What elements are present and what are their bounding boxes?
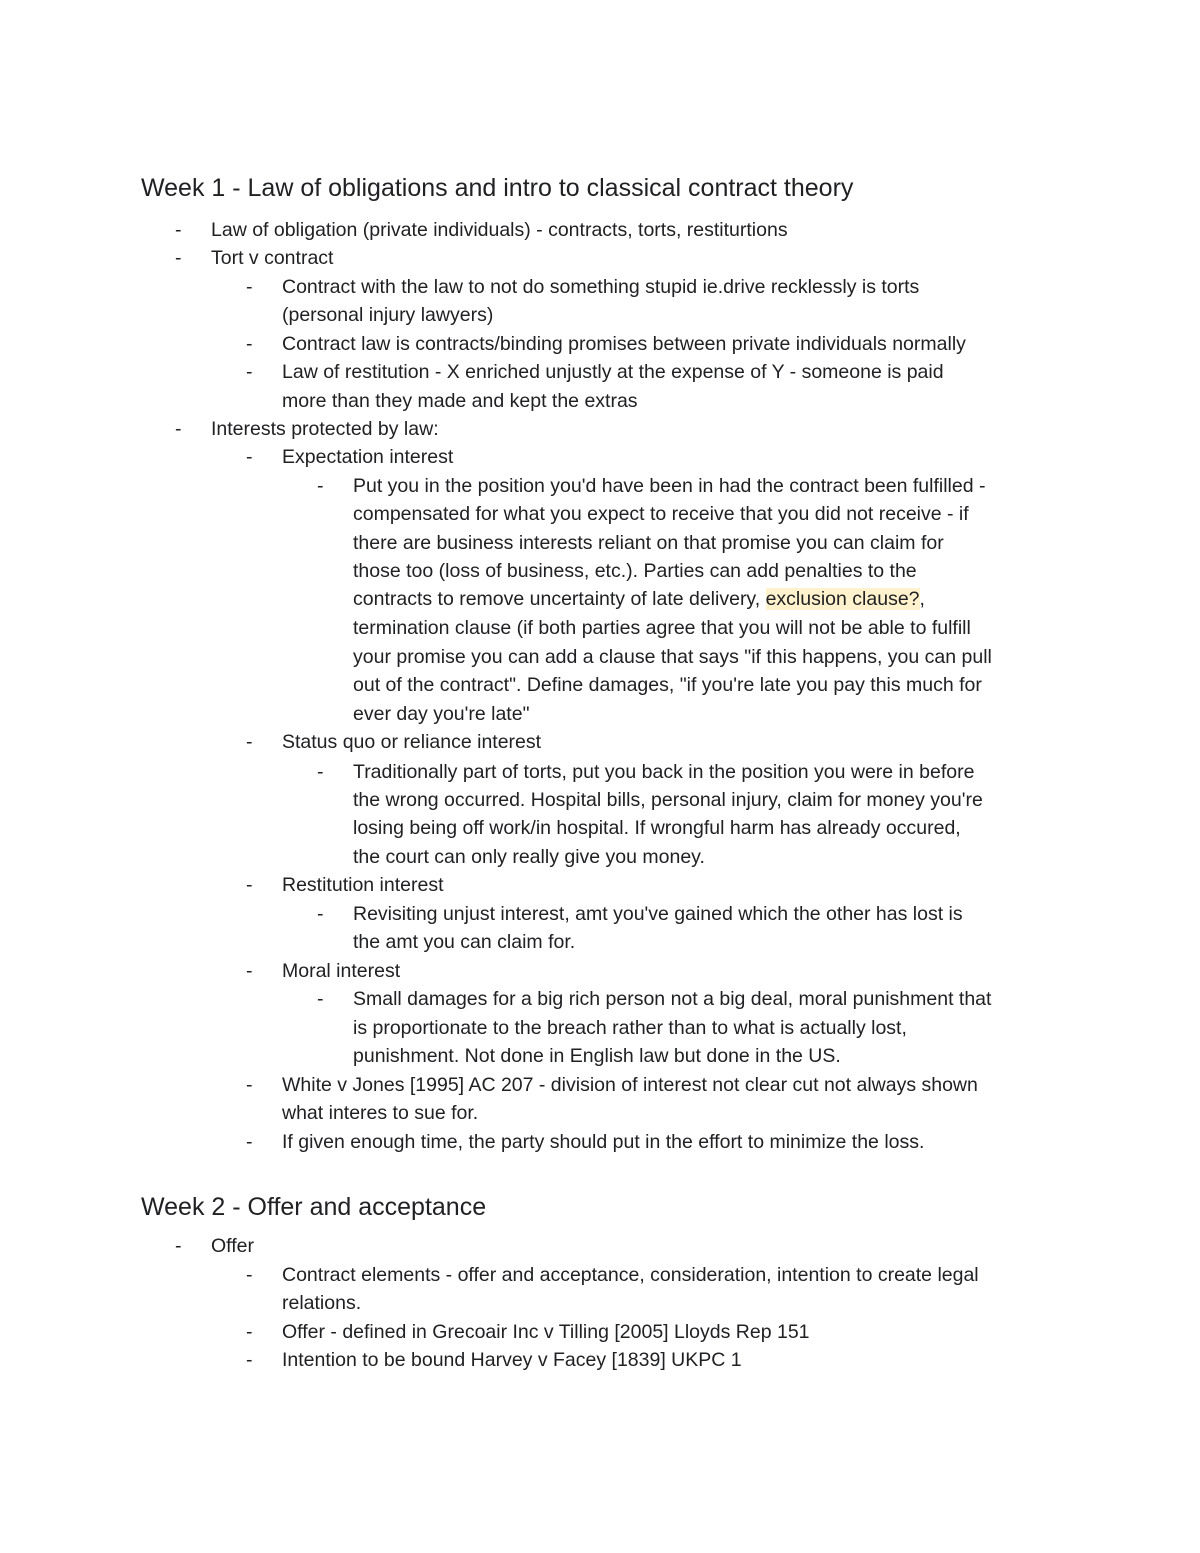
- week2-heading: Week 2 - Offer and acceptance: [141, 1193, 487, 1221]
- bullet-dash: -: [246, 333, 253, 355]
- list-item-continuation: ever day you're late": [353, 703, 530, 725]
- list-item: Tort v contract: [211, 247, 334, 269]
- list-item-continuation: the court can only really give you money.: [353, 846, 705, 868]
- text-segment: contracts to remove uncertainty of late delivery,: [353, 588, 766, 610]
- bullet-dash: -: [246, 1349, 253, 1371]
- bullet-dash: -: [246, 1264, 253, 1286]
- bullet-dash: -: [246, 874, 253, 896]
- list-item: Interests protected by law:: [211, 418, 439, 440]
- list-item: Law of obligation (private individuals) - contracts, torts, restiturtions: [211, 219, 788, 241]
- bullet-dash: -: [317, 761, 324, 783]
- list-item-continuation: what interes to sue for.: [282, 1102, 479, 1124]
- list-item: Offer - defined in Grecoair Inc v Tilling [2005] Lloyds Rep 151: [282, 1321, 810, 1343]
- list-item: Offer: [211, 1235, 254, 1257]
- list-item: Restitution interest: [282, 874, 444, 896]
- list-item: If given enough time, the party should put in the effort to minimize the loss.: [282, 1131, 925, 1153]
- bullet-dash: -: [246, 361, 253, 383]
- highlighted-text: exclusion clause?: [765, 588, 920, 610]
- bullet-dash: -: [246, 446, 253, 468]
- list-item: Small damages for a big rich person not a big deal, moral punishment that: [353, 988, 992, 1010]
- list-item: Moral interest: [282, 960, 401, 982]
- bullet-dash: -: [246, 960, 253, 982]
- bullet-dash: -: [246, 1321, 253, 1343]
- list-item-continuation: termination clause (if both parties agree that you will not be able to fulfill: [353, 617, 971, 639]
- bullet-dash: -: [317, 903, 324, 925]
- list-item-continuation: losing being off work/in hospital. If wrongful harm has already occured,: [353, 817, 961, 839]
- list-item: Contract elements - offer and acceptance, consideration, intention to create legal: [282, 1264, 979, 1286]
- list-item-continuation: those too (loss of business, etc.). Parties can add penalties to the: [353, 560, 917, 582]
- list-item-continuation: relations.: [282, 1292, 362, 1314]
- list-item-continuation: [353, 585, 925, 613]
- list-item: Traditionally part of torts, put you back in the position you were in before: [353, 761, 975, 783]
- list-item: Contract with the law to not do something stupid ie.drive recklessly is torts: [282, 276, 920, 298]
- list-item: Contract law is contracts/binding promises between private individuals normally: [282, 333, 966, 355]
- list-item-continuation: there are business interests reliant on that promise you can claim for: [353, 532, 944, 554]
- bullet-dash: -: [246, 276, 253, 298]
- bullet-dash: -: [175, 1235, 182, 1257]
- list-item-continuation: punishment. Not done in English law but done in the US.: [353, 1045, 841, 1067]
- list-item: Expectation interest: [282, 446, 454, 468]
- bullet-dash: -: [317, 475, 324, 497]
- week1-heading: Week 1 - Law of obligations and intro to classical contract theory: [141, 174, 854, 202]
- list-item-continuation: your promise you can add a clause that says "if this happens, you can pull: [353, 646, 992, 668]
- list-item-continuation: more than they made and kept the extras: [282, 390, 638, 412]
- list-item-continuation: is proportionate to the breach rather than to what is actually lost,: [353, 1017, 907, 1039]
- list-item-continuation: the amt you can claim for.: [353, 931, 576, 953]
- list-item: Law of restitution - X enriched unjustly at the expense of Y - someone is paid: [282, 361, 944, 383]
- list-item: Revisiting unjust interest, amt you've gained which the other has lost is: [353, 903, 963, 925]
- list-item: Put you in the position you'd have been in had the contract been fulfilled -: [353, 475, 986, 497]
- list-item-continuation: compensated for what you expect to receive that you did not receive - if: [353, 503, 969, 525]
- list-item-continuation: (personal injury lawyers): [282, 304, 494, 326]
- bullet-dash: -: [175, 247, 182, 269]
- list-item: White v Jones [1995] AC 207 - division of interest not clear cut not always shown: [282, 1074, 978, 1096]
- list-item-continuation: out of the contract". Define damages, "if you're late you pay this much for: [353, 674, 982, 696]
- list-item: Intention to be bound Harvey v Facey [1839] UKPC 1: [282, 1349, 742, 1371]
- text-segment: ,: [919, 588, 925, 610]
- bullet-dash: -: [175, 219, 182, 241]
- bullet-dash: -: [246, 1074, 253, 1096]
- bullet-dash: -: [317, 988, 324, 1010]
- bullet-dash: -: [246, 1131, 253, 1153]
- list-item-continuation: the wrong occurred. Hospital bills, personal injury, claim for money you're: [353, 789, 983, 811]
- bullet-dash: -: [246, 731, 253, 753]
- bullet-dash: -: [175, 418, 182, 440]
- list-item: Status quo or reliance interest: [282, 731, 542, 753]
